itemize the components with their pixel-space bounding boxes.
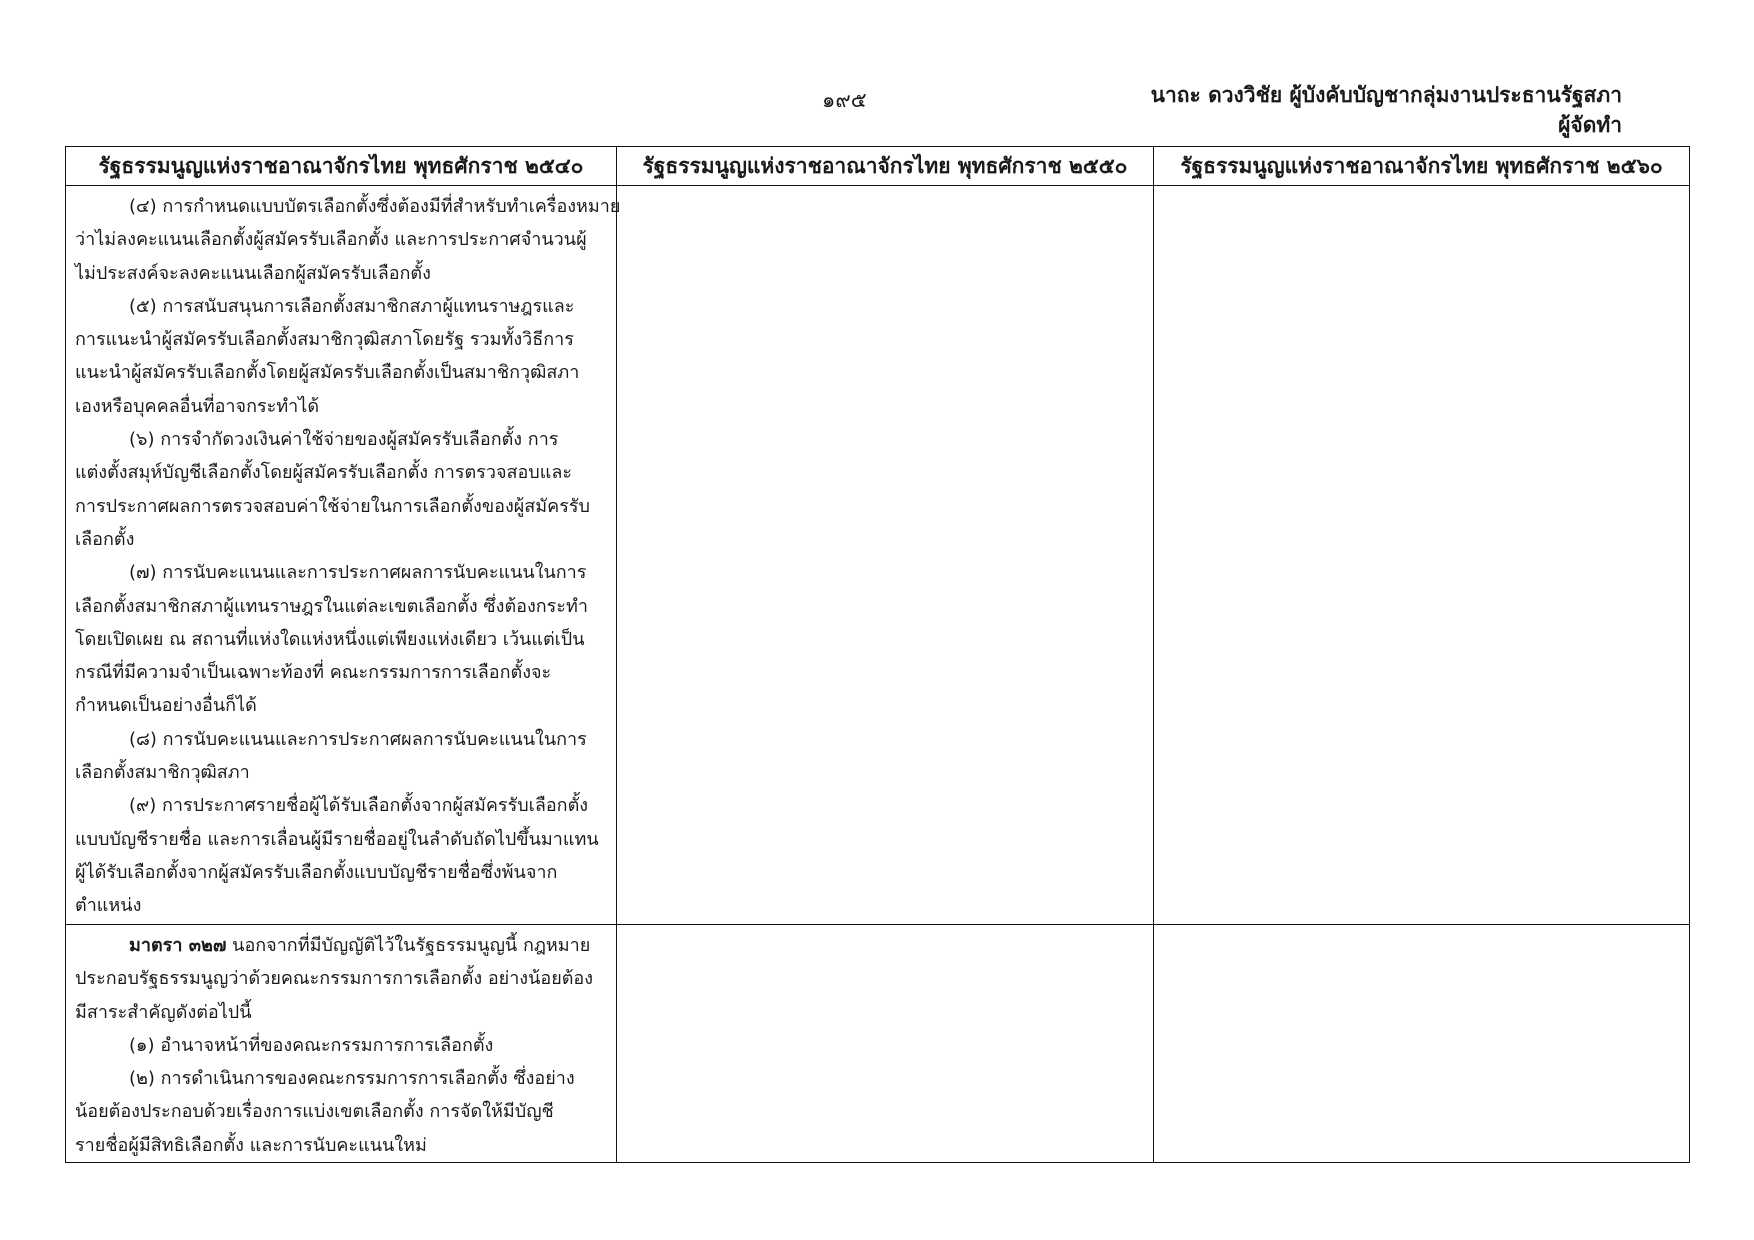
text-line: (๑) อำนาจหน้าที่ของคณะกรรมการการเลือกตั้ง — [129, 1034, 494, 1056]
text-line: ผู้ได้รับเลือกตั้งจากผู้สมัครรับเลือกตั้งแบบบัญชีรายชื่อซึ่งพ้นจาก — [75, 861, 558, 883]
text-line: ไม่ประสงค์จะลงคะแนนเลือกผู้สมัครรับเลือกตั้ง — [75, 262, 431, 284]
text-line: (๒) การดำเนินการของคณะกรรมการการเลือกตั้ง ซึ่งอย่าง — [129, 1068, 575, 1090]
author-role-line: ผู้จัดทำ — [1558, 113, 1622, 138]
section-label: มาตรา ๓๒๗ — [129, 935, 227, 956]
text-line: เลือกตั้งสมาชิกสภาผู้แทนราษฎรในแต่ละเขตเลือกตั้ง ซึ่งต้องกระทำ — [75, 595, 588, 617]
text-line: รายชื่อผู้มีสิทธิเลือกตั้ง และการนับคะแนนใหม่ — [75, 1134, 427, 1156]
cell-2560-row-1 — [1154, 186, 1690, 925]
column-header-2550: รัฐธรรมนูญแห่งราชอาณาจักรไทย พุทธศักราช ๒๕๕๐ — [617, 147, 1154, 186]
clause-5 — [75, 290, 608, 423]
author-name-line: นาถะ ดวงวิชัย ผู้บังคับบัญชากลุ่มงานประธานรัฐสภา — [1150, 83, 1622, 107]
text-line: กรณีที่มีความจำเป็นเฉพาะท้องที่ คณะกรรมการการเลือกตั้งจะ — [75, 662, 552, 684]
text-line: โดยเปิดเผย ณ สถานที่แห่งใดแห่งหนึ่งแต่เพียงแห่งเดียว เว้นแต่เป็น — [75, 628, 585, 650]
text-line: (๙) การประกาศรายชื่อผู้ได้รับเลือกตั้งจากผู้สมัครรับเลือกตั้ง — [129, 795, 589, 817]
text-line: ตำแหน่ง — [75, 895, 142, 917]
text-line: แนะนำผู้สมัครรับเลือกตั้งโดยผู้สมัครรับเลือกตั้งเป็นสมาชิกวุฒิสภา — [75, 362, 580, 384]
column-header-2560: รัฐธรรมนูญแห่งราชอาณาจักรไทย พุทธศักราช ๒๕๖๐ — [1154, 147, 1690, 186]
text-line: การประกาศผลการตรวจสอบค่าใช้จ่ายในการเลือกตั้งของผู้สมัครรับ — [75, 495, 590, 517]
section-intro-text: นอกจากที่มีบัญญัติไว้ในรัฐธรรมนูญนี้ กฎหมาย — [226, 935, 591, 956]
clause-9 — [75, 789, 608, 922]
clause-8 — [75, 723, 608, 790]
text-line: (๖) การจำกัดวงเงินค่าใช้จ่ายของผู้สมัครรับเลือกตั้ง การ — [129, 429, 559, 451]
text-line: ว่าไม่ลงคะแนนเลือกตั้งผู้สมัครรับเลือกตั้ง และการประกาศจำนวนผู้ — [75, 229, 587, 251]
text-line: น้อยต้องประกอบด้วยเรื่องการแบ่งเขตเลือกตั้ง การจัดให้มีบัญชี — [75, 1101, 554, 1123]
constitution-comparison-table — [65, 146, 1690, 1163]
text-line: กำหนดเป็นอย่างอื่นก็ได้ — [75, 695, 257, 717]
text-line: (๕) การสนับสนุนการเลือกตั้งสมาชิกสภาผู้แทนราษฎรและ — [129, 295, 575, 317]
clause-2 — [75, 1062, 608, 1162]
cell-2540-row-1 — [66, 186, 621, 925]
clause-6 — [75, 423, 608, 556]
text-line: (๗) การนับคะแนนและการประกาศผลการนับคะแนนในการ — [129, 562, 587, 584]
column-header-2540: รัฐธรรมนูญแห่งราชอาณาจักรไทย พุทธศักราช ๒๕๔๐ — [66, 147, 617, 186]
text-line: การแนะนำผู้สมัครรับเลือกตั้งสมาชิกวุฒิสภาโดยรัฐ รวมทั้งวิธีการ — [75, 329, 574, 351]
cell-2540-row-2 — [66, 925, 617, 1163]
cell-2560-row-2 — [1154, 925, 1690, 1163]
table-header-row — [66, 147, 1690, 186]
section-327-intro — [75, 929, 608, 1029]
cell-2550-row-1 — [617, 186, 1154, 925]
table-row — [66, 925, 1690, 1163]
clause-1 — [75, 1029, 608, 1062]
text-line: มีสาระสำคัญดังต่อไปนี้ — [75, 1001, 252, 1023]
page-number: ๑๙๕ — [822, 88, 867, 112]
author-credit — [1151, 80, 1622, 141]
clause-4 — [75, 190, 621, 290]
table-row — [66, 186, 1690, 925]
text-line: เลือกตั้ง — [75, 528, 135, 550]
cell-2550-row-2 — [617, 925, 1154, 1163]
text-line: เองหรือบุคคลอื่นที่อาจกระทำได้ — [75, 395, 320, 417]
clause-7 — [75, 556, 608, 722]
text-line: แบบบัญชีรายชื่อ และการเลื่อนผู้มีรายชื่ออยู่ในลำดับถัดไปขึ้นมาแทน — [75, 828, 599, 850]
text-line: (๘) การนับคะแนนและการประกาศผลการนับคะแนนในการ — [129, 728, 587, 750]
text-line: (๔) การกำหนดแบบบัตรเลือกตั้งซึ่งต้องมีที่สำหรับทำเครื่องหมาย — [129, 196, 621, 217]
text-line: แต่งตั้งสมุห์บัญชีเลือกตั้งโดยผู้สมัครรับเลือกตั้ง การตรวจสอบและ — [75, 462, 573, 484]
text-line: เลือกตั้งสมาชิกวุฒิสภา — [75, 762, 250, 784]
text-line — [75, 929, 608, 962]
text-line: ประกอบรัฐธรรมนูญว่าด้วยคณะกรรมการการเลือกตั้ง อย่างน้อยต้อง — [75, 968, 594, 990]
